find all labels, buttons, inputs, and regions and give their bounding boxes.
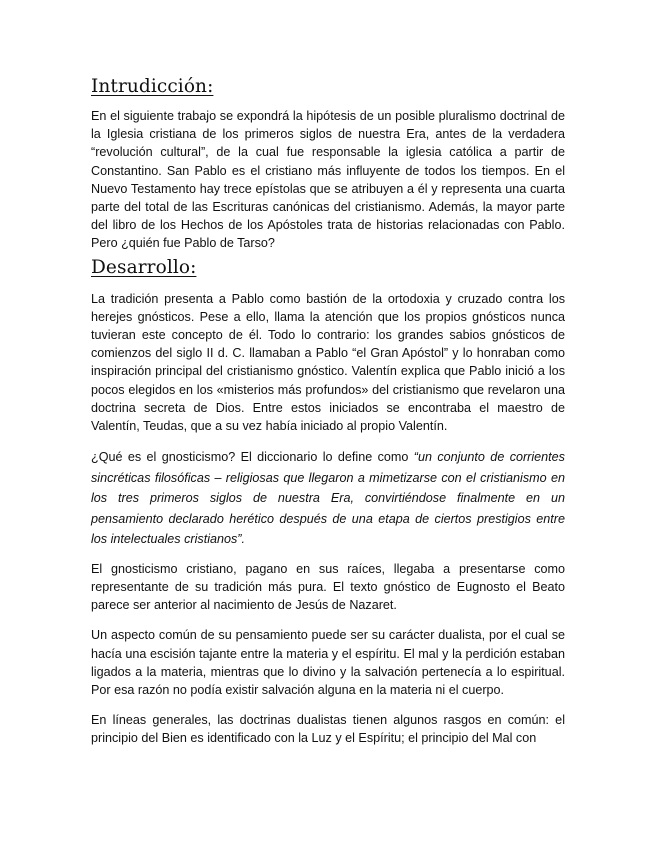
paragraph-intro: En el siguiente trabajo se expondrá la hipótesis de un posible pluralismo doctrinal de la Iglesia cristiana de los primeros siglos de nuestra Era, antes de la verdadera “revolución cultural”, de la cual fue responsable la iglesia católica a partir de Constantino. San Pablo es el cristiano más influyente de todos los tiempos. En el Nuevo Testamento hay trece epístolas que se atribuyen a él y representa una cuarta parte del total de las Escrituras canónicas del cristianismo. Además, la mayor parte del libro de los Hechos de los Apóstoles trata de historias relacionadas con Pablo. Pero ¿quién fue Pablo de Tarso? [91,109,565,251]
paragraph-dualista: Un aspecto común de su pensamiento puede ser su carácter dualista, por el cual se hacía una escisión tajante entre la materia y el espíritu. El mal y la perdición estaban ligados a la materia, mientras que lo divino y la salvación pertenecía a lo espiritual. Por esa razón no podía existir salvación alguna en la materia ni el cuerpo. [91,628,565,697]
paragraph-doctrinas: En líneas generales, las doctrinas dualistas tienen algunos rasgos en común: el principio del Bien es identificado con la Luz y el Espíritu; el principio del Mal con [91,713,565,746]
gnosticismo-definition-quote: “un conjunto de corrientes sincréticas filosóficas – religiosas que llegaron a mimetizarse con el cristianismo en los tres primeros siglos de nuestra Era, convirtiéndose finalmente en un pensamiento declarado herético después de una etapa de ciertos prestigios entre los intelectuales cristianos”. [91,450,565,547]
heading-desarrollo: Desarrollo: [91,256,197,278]
paragraph-pagano: El gnosticismo cristiano, pagano en sus raíces, llegaba a presentarse como representante de su tradición más pura. El texto gnóstico de Eugnosto el Beato parece ser anterior al nacimiento de Jesús de Nazaret. [91,561,565,613]
document-body [91,76,565,760]
gnosticismo-question: ¿Qué es el gnosticismo? El diccionario lo define como [91,450,414,465]
paragraph-tradicion: La tradición presenta a Pablo como bastión de la ortodoxia y cruzado contra los herejes gnósticos. Pese a ello, llama la atención que los propios gnósticos nunca tuvieran este concepto de él. Todo lo contrario: los grandes sabios gnósticos de comienzos del siglo II d. C. llamaban a Pablo “el Gran Apóstol” y lo honraban como inspiración principal del cristianismo gnóstico. Valentín explica que Pablo inició a los pocos elegidos en los «misterios más profundos» del cristianismo que revelaron una doctrina secreta de Dios. Entre estos iniciados se encontraba el maestro de Valentín, Teudas, que a su vez había iniciado al propio Valentín. [91,291,565,434]
heading-introduccion: Intrudicción: [91,76,214,97]
paragraph-gnosticismo [91,447,565,550]
